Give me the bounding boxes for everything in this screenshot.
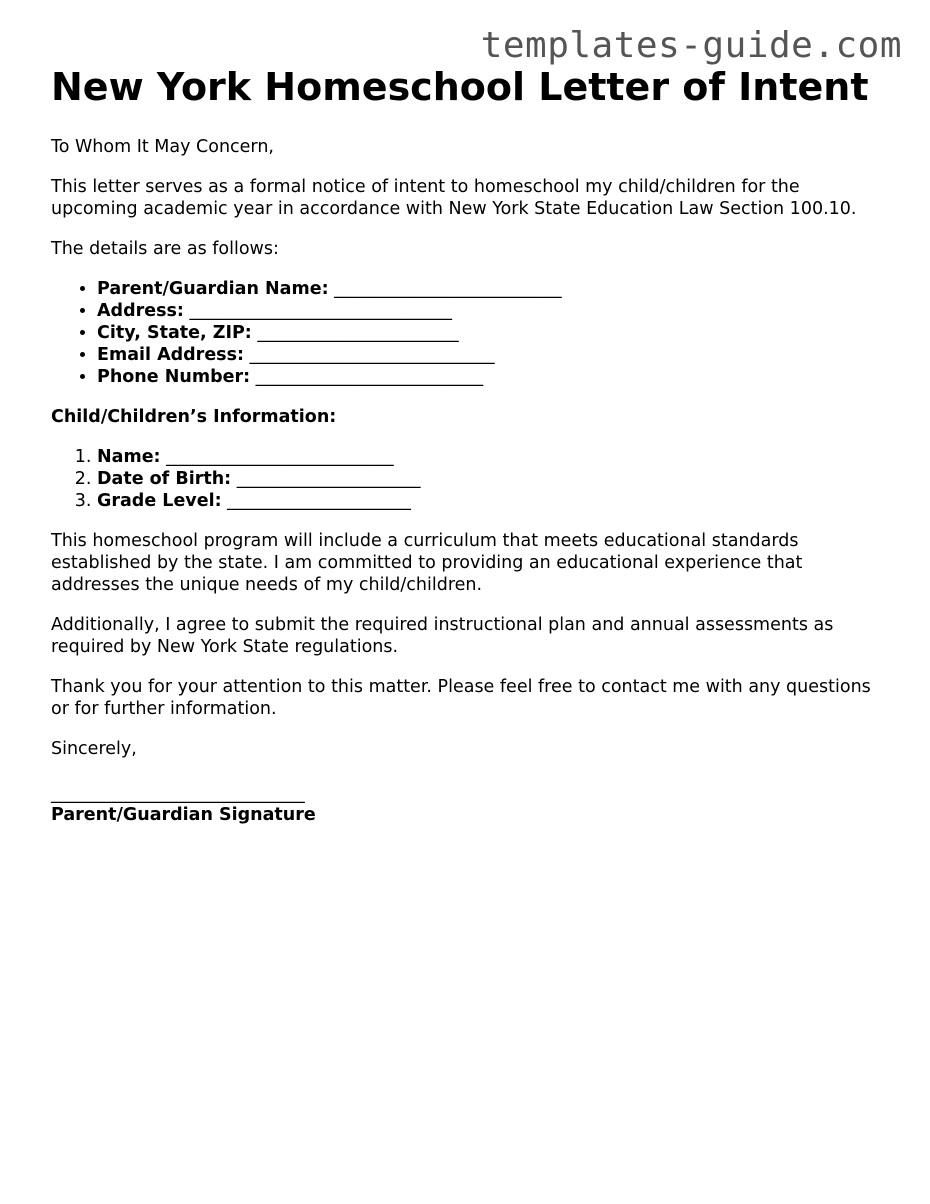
parent-field-city-state-zip: [97, 322, 881, 344]
watermark: templates-guide.com: [480, 25, 902, 66]
field-label: Name:: [97, 447, 161, 467]
children-heading: Child/Children’s Information:: [51, 407, 337, 427]
field-label: Email Address:: [97, 345, 245, 365]
closing: Sincerely,: [51, 739, 137, 759]
agreement-paragraph: Additionally, I agree to submit the required instructional plan and annual assessments as required by New York State regulations.: [51, 615, 834, 657]
parent-fields-list: [51, 278, 881, 388]
details-intro: The details are as follows:: [51, 239, 279, 259]
child-fields-list: [51, 446, 881, 512]
field-label: Address:: [97, 301, 184, 321]
field-blank: _______________________: [257, 323, 459, 343]
letter-document: [51, 64, 881, 826]
parent-field-address: [97, 300, 881, 322]
field-blank: ______________________________: [189, 301, 453, 321]
field-label: Phone Number:: [97, 367, 251, 387]
child-field-dob: [97, 468, 881, 490]
parent-field-phone: [97, 366, 881, 388]
child-field-name: [97, 446, 881, 468]
field-blank: __________________________: [166, 447, 394, 467]
field-label: City, State, ZIP:: [97, 323, 252, 343]
field-blank: _____________________: [236, 469, 421, 489]
parent-field-email: [97, 344, 881, 366]
salutation: To Whom It May Concern,: [51, 137, 274, 157]
field-label: Parent/Guardian Name:: [97, 279, 329, 299]
signature-line: _____________________________: [51, 784, 305, 804]
signature-label: Parent/Guardian Signature: [51, 805, 316, 825]
field-label: Grade Level:: [97, 491, 222, 511]
intro-paragraph: This letter serves as a formal notice of intent to homeschool my child/children for the upcoming academic year in accordance with New York State Education Law Section 100.10.: [51, 177, 857, 219]
field-blank: __________________________: [255, 367, 484, 387]
field-blank: _____________________: [227, 491, 411, 511]
child-field-grade: [97, 490, 881, 512]
field-label: Date of Birth:: [97, 469, 232, 489]
field-blank: __________________________: [334, 279, 562, 299]
curriculum-paragraph: This homeschool program will include a curriculum that meets educational standards established by the state. I am committed to providing an educational experience that addresses the unique needs of my child/children.: [51, 531, 803, 595]
parent-field-name: [97, 278, 881, 300]
field-blank: ____________________________: [249, 345, 495, 365]
document-title: New York Homeschool Letter of Intent: [51, 65, 869, 109]
thanks-paragraph: Thank you for your attention to this matter. Please feel free to contact me with any questions or for further information.: [51, 677, 871, 719]
